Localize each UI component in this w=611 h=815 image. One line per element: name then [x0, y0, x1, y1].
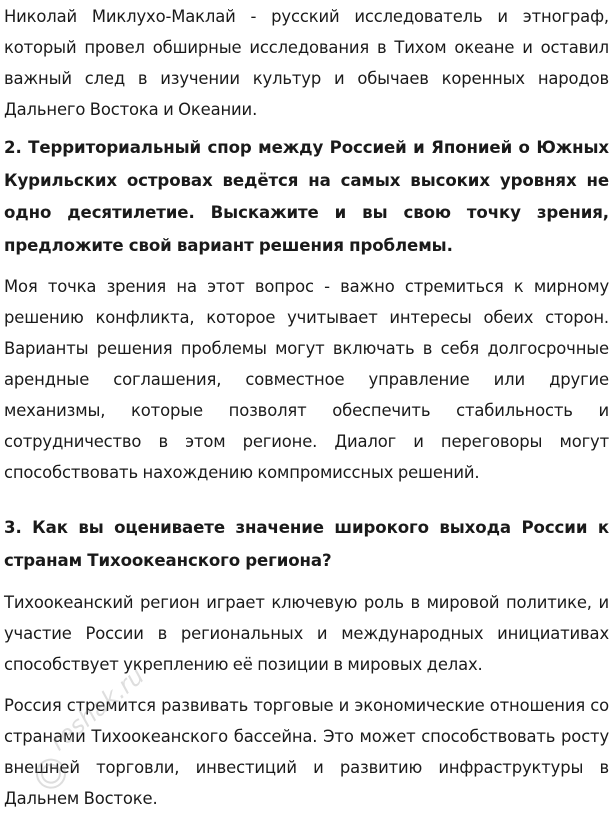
question-3: 3. Как вы оцениваете значение широкого выхода России к странам Тихоокеанского региона?	[4, 518, 609, 570]
answer-3-part-1: Тихоокеанский регион играет ключевую роль в мировой политике, и участие России в региональных и международных инициативах способствует укреплению её позиции в мировых делах.	[4, 593, 609, 674]
watermark-text: reshak.ru	[44, 661, 150, 757]
answer-3-part-2: Россия стремится развивать торговые и экономические отношения со странами Тихоокеанского бассейна. Это может способствовать росту внешней торговли, инвестиций и развитию инфраструктуры в Дальнем Востоке.	[4, 696, 609, 808]
answer-2: Моя точка зрения на этот вопрос - важно стремиться к мирному решению конфликта, которое учитывает интересы обеих сторон. Варианты решения проблемы могут включать в себя долгосрочные арендные соглашения, совместное управление или другие механизмы, которые позволят обеспечить стабильность и сотрудничество в этом регионе. Диалог и переговоры могут способствовать нахождению компромиссных решений.	[4, 277, 609, 482]
paragraph-miklukho: Николай Миклухо-Маклай - русский исследователь и этнограф, который провел обширные исследования в Тихом океане и оставил важный след в изучении культур и обычаев коренных народов Дальнего Востока и Океании.	[4, 7, 609, 119]
question-2: 2. Территориальный спор между Россией и Японией о Южных Курильских островах ведётся на самых высоких уровнях не одно десятилетие. Выскажите и вы свою точку зрения, предложите свой вариант решения проблемы.	[4, 138, 609, 255]
